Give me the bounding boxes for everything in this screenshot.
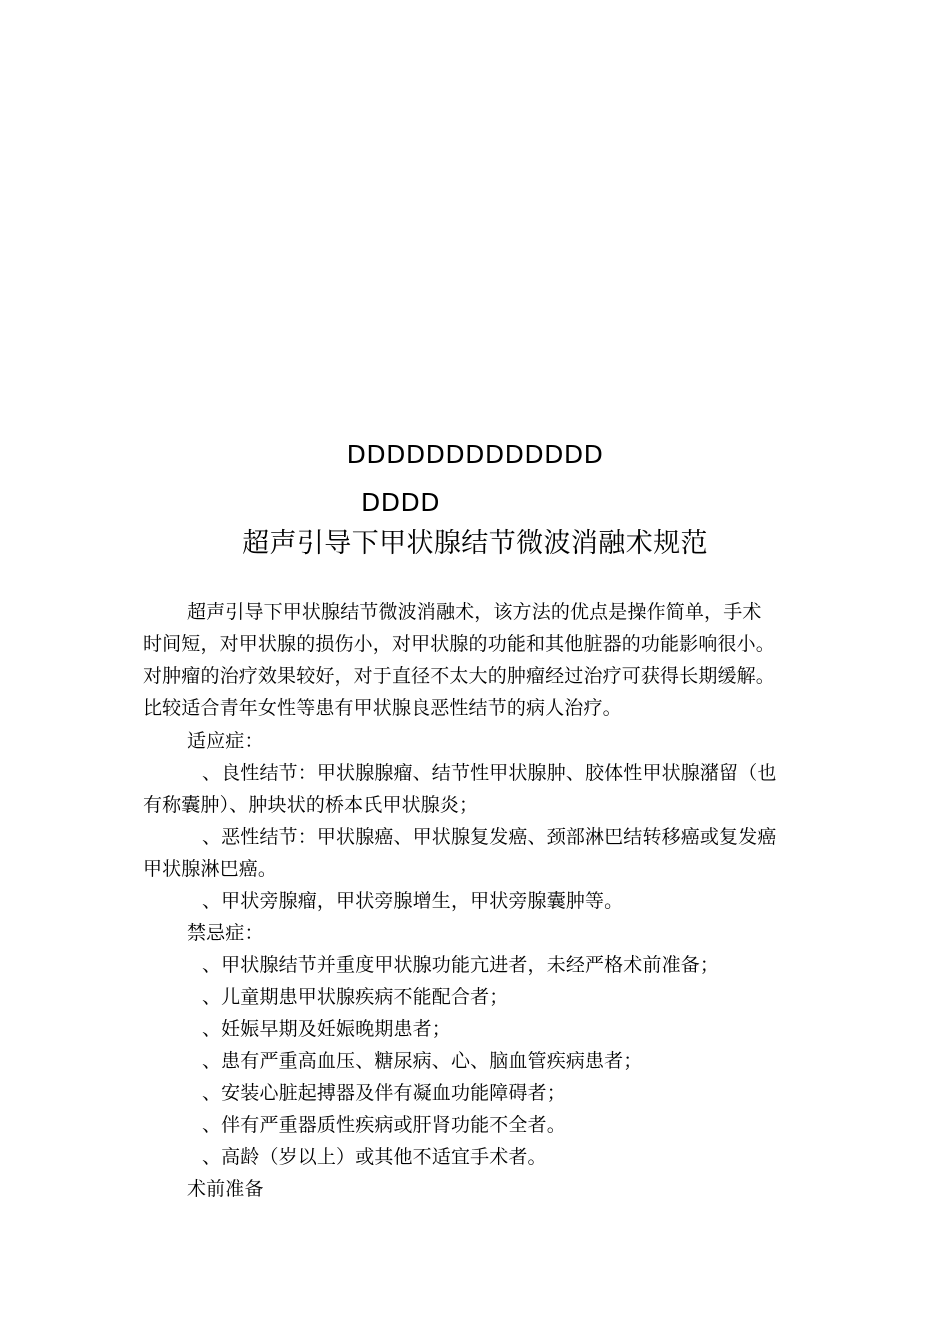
intro-line-2: 时间短，对甲状腺的损伤小，对甲状腺的功能和其他脏器的功能影响很小。: [143, 633, 775, 655]
intro-line-1: 超声引导下甲状腺结节微波消融术，该方法的优点是操作简单，手术: [187, 601, 762, 623]
contraindication-item-5: 、安装心脏起搏器及伴有凝血功能障碍者；: [202, 1082, 566, 1104]
document-title: 超声引导下甲状腺结节微波消融术规范: [242, 528, 708, 559]
indication-line-2: 有称囊肿）、肿块状的桥本氏甲状腺炎；: [143, 794, 479, 816]
indication-line-1: 、良性结节：甲状腺腺瘤、结节性甲状腺肿、胶体性甲状腺潴留（也: [202, 762, 777, 784]
preop-heading: 术前准备: [187, 1178, 264, 1200]
contraindication-item-6: 、伴有严重器质性疾病或肝肾功能不全者。: [202, 1114, 566, 1136]
intro-line-4: 比较适合青年女性等患有甲状腺良恶性结节的病人治疗。: [143, 697, 622, 719]
contraindication-item-4: 、患有严重高血压、糖尿病、心、脑血管疾病患者；: [202, 1050, 643, 1072]
indication-line-4: 甲状腺淋巴癌。: [143, 858, 278, 880]
header-line-2: DDDD: [361, 488, 441, 517]
indications-heading: 适应症：: [187, 730, 264, 752]
contraindications-heading: 禁忌症：: [187, 922, 264, 944]
contraindication-item-3: 、妊娠早期及妊娠晚期患者；: [202, 1018, 451, 1040]
contraindication-item-1: 、甲状腺结节并重度甲状腺功能亢进者，未经严格术前准备；: [202, 954, 720, 976]
indication-line-3: 、恶性结节：甲状腺癌、甲状腺复发癌、颈部淋巴结转移癌或复发癌: [202, 826, 777, 848]
contraindication-item-2: 、儿童期患甲状腺疾病不能配合者；: [202, 986, 509, 1008]
header-line-1: DDDDDDDDDDDDD: [346, 440, 604, 469]
contraindication-item-7: 、高龄（岁以上）或其他不适宜手术者。: [202, 1146, 547, 1168]
indication-line-5: 、甲状旁腺瘤，甲状旁腺增生，甲状旁腺囊肿等。: [202, 890, 624, 912]
intro-line-3: 对肿瘤的治疗效果较好，对于直径不太大的肿瘤经过治疗可获得长期缓解。: [143, 665, 775, 687]
